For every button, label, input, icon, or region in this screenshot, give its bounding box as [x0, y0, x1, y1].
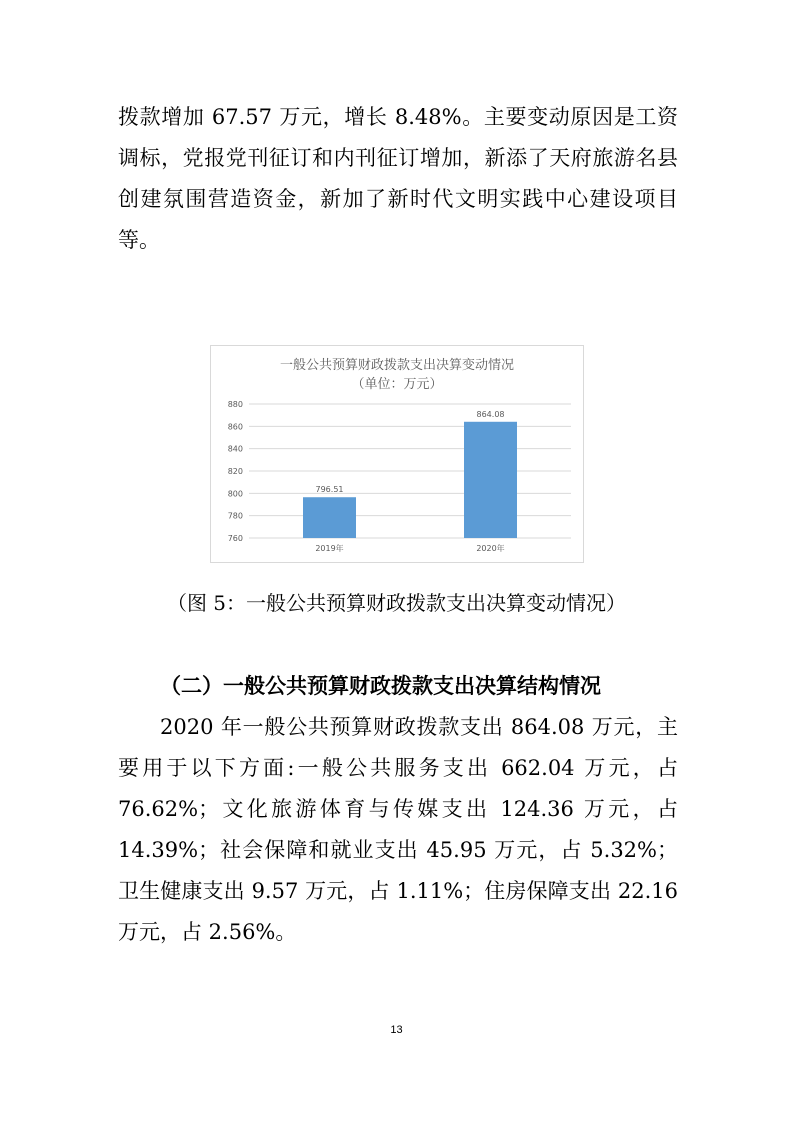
- y-tick-label: 780: [227, 511, 243, 521]
- x-tick-label: 2020年: [476, 544, 505, 553]
- bar-chart: [210, 345, 584, 563]
- y-tick-label: 820: [227, 467, 243, 476]
- bar: [464, 422, 517, 538]
- chart-svg: [211, 346, 583, 562]
- figure-caption: （图 5：一般公共预算财政拨款支出决算变动情况）: [166, 591, 627, 615]
- y-tick-label: 760: [227, 534, 243, 543]
- x-tick-label: 2019年: [315, 544, 344, 553]
- body-paragraph-1: 拨款增加 67.57 万元，增长 8.48%。主要变动原因是工资调标，党报党刊征订和内刊征订增加，新添了天府旅游名县创建氛围营造资金，新加了新时代文明实践中心建设项目等。: [118, 105, 678, 252]
- y-tick-label: 800: [227, 489, 243, 499]
- body-paragraph-2: 2020 年一般公共预算财政拨款支出 864.08 万元，主要用于以下方面:一般公共服务支出 662.04 万元，占 76.62%；文化旅游体育与传媒支出 124.36 万元，占 14.39%；社会保障和就业支出 45.95 万元，占 5.32%；卫生健康支出 9.57 万元，占 1.11%；住房保障支出 22.16 万元，占 2.56%。: [118, 715, 678, 944]
- page-number: 13: [390, 1024, 403, 1036]
- data-label: 864.08: [476, 409, 505, 419]
- y-tick-label: 860: [227, 422, 243, 432]
- data-label: 796.51: [315, 485, 344, 495]
- bar: [303, 497, 356, 538]
- section-heading: （二）一般公共预算财政拨款支出决算结构情况: [160, 673, 601, 698]
- y-tick-label: 840: [227, 444, 243, 454]
- chart-subtitle: （单位：万元）: [351, 377, 443, 392]
- y-tick-label: 880: [227, 400, 243, 409]
- chart-title: 一般公共预算财政拨款支出决算变动情况: [279, 358, 515, 373]
